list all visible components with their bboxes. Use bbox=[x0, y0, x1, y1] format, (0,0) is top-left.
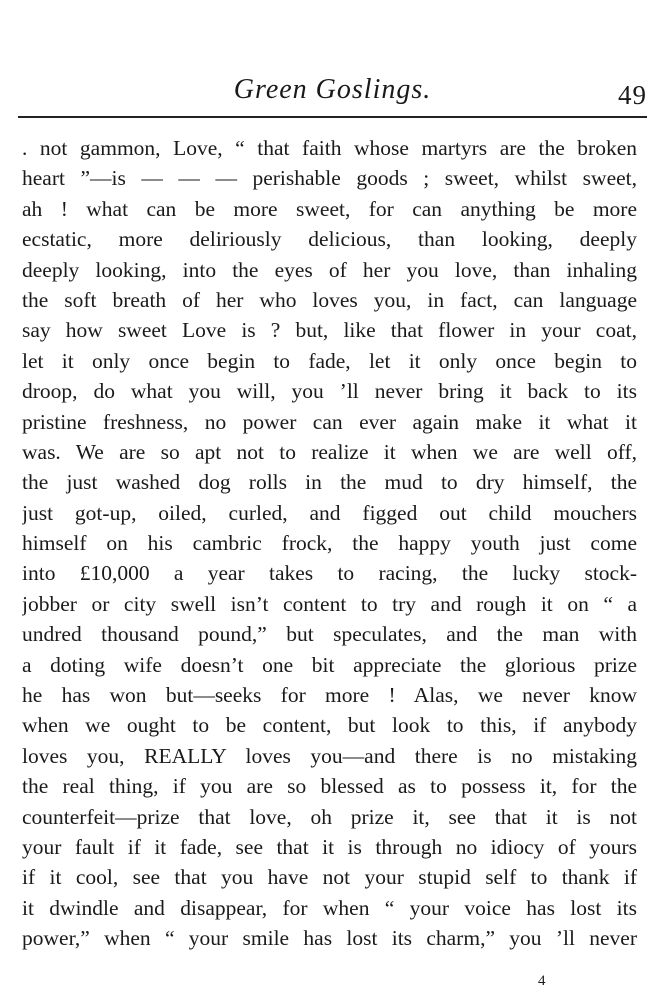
text-line: pristine freshness, no power can ever again make it what it bbox=[22, 409, 637, 434]
text-line: when we ought to be content, but look to this, if anybody bbox=[22, 713, 637, 738]
text-line: loves you, REALLY loves you—and there is no mistaking bbox=[22, 743, 637, 768]
text-line: ah ! what can be more sweet, for can anything be more bbox=[22, 196, 637, 221]
running-head bbox=[18, 72, 647, 116]
text-line: let it only once begin to fade, let it only once begin to bbox=[22, 348, 637, 373]
text-line: himself on his cambric frock, the happy youth just come bbox=[22, 531, 637, 556]
text-line: jobber or city swell isn’t content to try and rough it on “ a bbox=[22, 591, 637, 616]
text-line: counterfeit—prize that love, oh prize it, see that it is not bbox=[22, 804, 637, 829]
text-line: say how sweet Love is ? but, like that flower in your coat, bbox=[22, 318, 637, 343]
text-line: the real thing, if you are so blessed as to possess it, for the bbox=[22, 774, 637, 799]
text-line: undred thousand pound,” but speculates, and the man with bbox=[22, 622, 637, 647]
text-line: was. We are so apt not to realize it when we are well off, bbox=[22, 439, 637, 464]
text-line: he has won but—seeks for more ! Alas, we never know bbox=[22, 683, 637, 708]
text-line: ecstatic, more deliriously delicious, than looking, deeply bbox=[22, 227, 637, 252]
page-number: 49 bbox=[618, 80, 647, 110]
text-line: the just washed dog rolls in the mud to dry himself, the bbox=[22, 470, 637, 495]
header-rule bbox=[18, 116, 647, 118]
text-line: heart ”—is — — — perishable goods ; sweet, whilst sweet, bbox=[22, 166, 637, 191]
running-title: Green Goslings. bbox=[233, 74, 432, 105]
text-line: . not gammon, Love, “ that faith whose martyrs are the broken bbox=[22, 136, 637, 160]
text-line: your fault if it fade, see that it is through no idiocy of yours bbox=[22, 834, 637, 859]
text-line: the soft breath of her who loves you, in fact, can language bbox=[22, 287, 637, 312]
text-line: deeply looking, into the eyes of her you love, than inhaling bbox=[22, 257, 637, 282]
text-line: if it cool, see that you have not your stupid self to thank if bbox=[22, 865, 637, 890]
text-line: it dwindle and disappear, for when “ your voice has lost its bbox=[22, 895, 637, 920]
text-line: droop, do what you will, you ’ll never bring it back to its bbox=[22, 379, 637, 404]
text-line: just got-up, oiled, curled, and figged out child mouchers bbox=[22, 500, 637, 525]
text-line: power,” when “ your smile has lost its charm,” you ’ll never bbox=[22, 926, 637, 951]
body-text bbox=[22, 133, 637, 954]
signature-mark: 4 bbox=[538, 973, 546, 989]
text-line: into £10,000 a year takes to racing, the lucky stock- bbox=[22, 561, 637, 586]
text-line: a doting wife doesn’t one bit appreciate the glorious prize bbox=[22, 652, 637, 677]
